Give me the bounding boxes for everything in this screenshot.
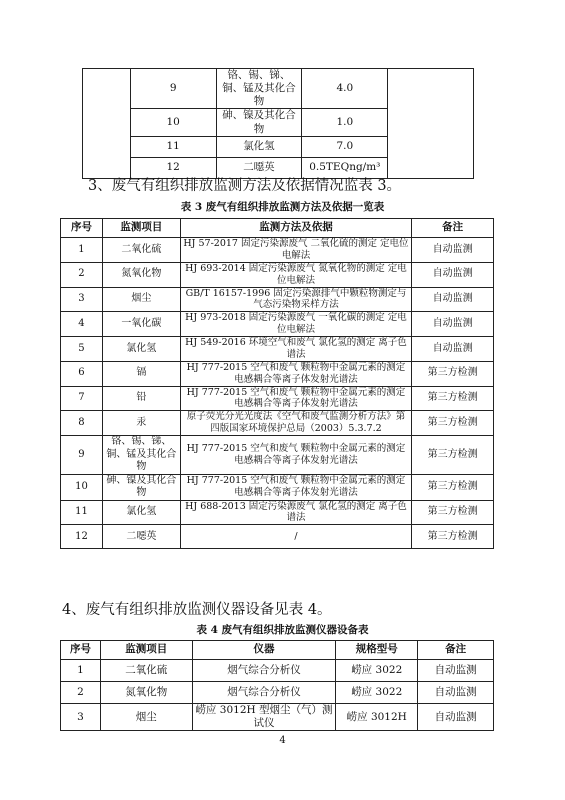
monitoring-methods-table: [60, 218, 494, 549]
column-header: 备注: [418, 641, 494, 660]
row-number: 1: [61, 660, 101, 682]
monitoring-item: 氮氧化物: [102, 262, 180, 287]
column-header: 序号: [61, 219, 103, 238]
table-header-row: [61, 641, 494, 660]
row-number: 10: [61, 474, 103, 500]
limit-value: 7.0: [302, 136, 388, 157]
instrument-table: [60, 640, 494, 731]
table-row: [61, 411, 494, 436]
remark: 自动监测: [412, 262, 494, 287]
table-row: [61, 287, 494, 312]
row-number: 9: [61, 436, 103, 475]
remark: 自动监测: [418, 660, 494, 682]
row-number: 6: [61, 361, 103, 386]
pollutant-name: 氯化氢: [216, 136, 302, 157]
column-header: 规格型号: [336, 641, 418, 660]
table-row: [61, 337, 494, 362]
method-basis: HJ 777-2015 空气和废气 颗粒物中金属元素的测定 电感耦合等离子体发射光谱法: [180, 436, 411, 475]
table-row: [61, 660, 494, 682]
row-number: 1: [61, 238, 103, 263]
remark: 第三方检测: [412, 500, 494, 525]
monitoring-item: 铅: [102, 386, 180, 411]
method-basis: /: [180, 525, 411, 549]
merged-cell: [388, 69, 474, 179]
monitoring-item: 二噁英: [102, 525, 180, 549]
method-basis: HJ 688-2013 固定污染源废气 氯化氢的测定 离子色谱法: [180, 500, 411, 525]
method-basis: HJ 777-2015 空气和废气 颗粒物中金属元素的测定 电感耦合等离子体发射光谱法: [180, 474, 411, 500]
remark: 自动监测: [412, 287, 494, 312]
monitoring-item: 汞: [102, 411, 180, 436]
method-basis: GB/T 16157-1996 固定污染源排气中颗粒物测定与气态污染物采样方法: [180, 287, 411, 312]
section-4-heading: 4、废气有组织排放监测仪器设备见表 4。: [62, 602, 332, 618]
monitoring-item: 二氧化硫: [102, 238, 180, 263]
model-spec: 崂应 3022: [336, 660, 418, 682]
table-row: [61, 500, 494, 525]
method-basis: HJ 549-2016 环境空气和废气 氯化氢的测定 离子色谱法: [180, 337, 411, 362]
row-number: 7: [61, 386, 103, 411]
remark: 自动监测: [412, 337, 494, 362]
pollutant-name: 二噁英: [216, 157, 302, 178]
remark: 第三方检测: [412, 436, 494, 475]
page-number: 4: [279, 735, 286, 746]
monitoring-item: 铬、锡、锑、铜、锰及其化合物: [102, 436, 180, 475]
remark: 第三方检测: [412, 361, 494, 386]
pollutant-name: 铬、锡、锑、铜、锰及其化合物: [216, 69, 302, 109]
table-row: [61, 238, 494, 263]
table-3-caption: 表 3 废气有组织排放监测方法及依据一览表: [180, 201, 385, 213]
method-basis: HJ 777-2015 空气和废气 颗粒物中金属元素的测定 电感耦合等离子体发射光谱法: [180, 361, 411, 386]
method-basis: HJ 973-2018 固定污染源废气 一氧化碳的测定 定电位电解法: [180, 312, 411, 337]
table-4-caption: 表 4 废气有组织排放监测仪器设备表: [196, 624, 369, 636]
remark: 自动监测: [418, 682, 494, 704]
monitoring-item: 氯化氢: [102, 500, 180, 525]
limit-value: 4.0: [302, 69, 388, 109]
row-number: 3: [61, 704, 101, 731]
row-number: 2: [61, 262, 103, 287]
row-number: 9: [130, 69, 216, 109]
row-number: 3: [61, 287, 103, 312]
model-spec: 崂应 3022: [336, 682, 418, 704]
table-row: [61, 386, 494, 411]
pollutant-name: 砷、镍及其化合物: [216, 109, 302, 136]
remark: 自动监测: [412, 238, 494, 263]
monitoring-item: 氯化氢: [102, 337, 180, 362]
table-row: [61, 361, 494, 386]
monitoring-item: 氮氧化物: [100, 682, 192, 704]
column-header: 备注: [412, 219, 494, 238]
table-row: [61, 436, 494, 475]
monitoring-item: 镉: [102, 361, 180, 386]
remark: 第三方检测: [412, 525, 494, 549]
row-number: 8: [61, 411, 103, 436]
column-header: 监测项目: [100, 641, 192, 660]
monitoring-item: 砷、镍及其化合物: [102, 474, 180, 500]
model-spec: 崂应 3012H: [336, 704, 418, 731]
row-number: 11: [61, 500, 103, 525]
table-row: [61, 682, 494, 704]
method-basis: HJ 57-2017 固定污染源废气 二氧化硫的测定 定电位电解法: [180, 238, 411, 263]
column-header: 序号: [61, 641, 101, 660]
table-row: [61, 525, 494, 549]
monitoring-item: 烟尘: [102, 287, 180, 312]
method-basis: 原子荧光分光光度法《空气和废气监测分析方法》第四版国家环境保护总局（2003）5.3.7.2: [180, 411, 411, 436]
row-number: 5: [61, 337, 103, 362]
instrument-name: 烟气综合分析仪: [192, 682, 336, 704]
monitoring-item: 一氧化碳: [102, 312, 180, 337]
table-row: [83, 69, 474, 109]
remark: 第三方检测: [412, 474, 494, 500]
method-basis: HJ 693-2014 固定污染源废气 氮氧化物的测定 定电位电解法: [180, 262, 411, 287]
limit-value: 1.0: [302, 109, 388, 136]
row-number: 2: [61, 682, 101, 704]
section-3-heading: 3、废气有组织排放监测方法及依据情况监表 3。: [88, 178, 402, 194]
table-row: [61, 312, 494, 337]
monitoring-item: 烟尘: [100, 704, 192, 731]
instrument-name: 烟气综合分析仪: [192, 660, 336, 682]
row-number: 12: [130, 157, 216, 178]
limits-table-continued: [82, 68, 474, 179]
column-header: 监测项目: [102, 219, 180, 238]
table-row: [61, 704, 494, 731]
table-row: [61, 474, 494, 500]
table-header-row: [61, 219, 494, 238]
method-basis: HJ 777-2015 空气和废气 颗粒物中金属元素的测定 电感耦合等离子体发射光谱法: [180, 386, 411, 411]
remark: 第三方检测: [412, 386, 494, 411]
merged-cell: [83, 69, 131, 179]
remark: 自动监测: [418, 704, 494, 731]
column-header: 监测方法及依据: [180, 219, 411, 238]
row-number: 4: [61, 312, 103, 337]
instrument-name: 崂应 3012H 型烟尘（气）测试仪: [192, 704, 336, 731]
limit-value: 0.5TEQng/m³: [302, 157, 388, 178]
column-header: 仪器: [192, 641, 336, 660]
row-number: 11: [130, 136, 216, 157]
row-number: 10: [130, 109, 216, 136]
remark: 第三方检测: [412, 411, 494, 436]
monitoring-item: 二氧化硫: [100, 660, 192, 682]
remark: 自动监测: [412, 312, 494, 337]
row-number: 12: [61, 525, 103, 549]
table-row: [61, 262, 494, 287]
